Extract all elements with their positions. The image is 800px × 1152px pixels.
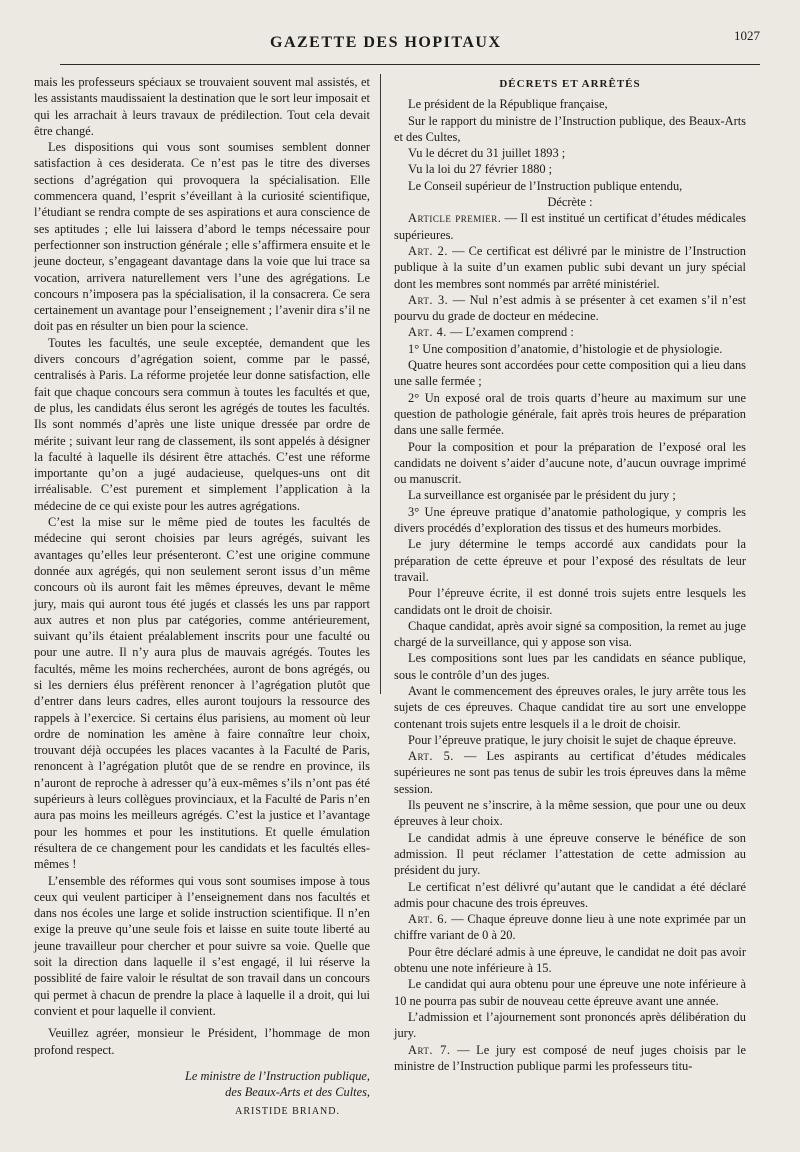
exam-paragraph: Quatre heures sont accordées pour cette composition qui a lieu dans une salle fermée ;: [394, 358, 746, 389]
article: [394, 324, 746, 340]
preamble-line: Le Conseil supérieur de l’Instruction publique entendu,: [408, 178, 683, 193]
exam-paragraph: 3° Une épreuve pratique d’anatomie pathologique, y compris les divers procédés d’exploration des tissus et des humeurs morbides.: [394, 504, 746, 536]
article: [394, 243, 746, 292]
article: [394, 210, 746, 243]
article-paragraph: Le certificat n’est délivré qu’autant que le candidat a été déclaré admis pour chacune des trois épreuves.: [394, 879, 746, 910]
article-text: — Ce certificat est délivré par le ministre de l’Instruction publique à la suite d’un examen public subi devant un jury spécial dont les membres sont nommés par arrêté ministériel.: [394, 243, 746, 291]
article: [394, 292, 746, 325]
right-column: [394, 74, 746, 1074]
article-text: — Le jury est composé de neuf juges choisis par le ministre de l’Instruction publique parmi les professeurs titu-: [394, 1042, 746, 1073]
page-number: 1027: [734, 28, 760, 43]
article-text: — Nul n’est admis à se présenter à cet examen s’il n’est pourvu du grade de docteur en médecine.: [394, 292, 746, 324]
body-paragraph: Toutes les facultés, une seule exceptée, demandent que les divers concours d’agrégation soient, comme par le passé, centralisés à Paris. La réforme projetée leur donne satisfaction, elle fait que chaque concours sera commun à toutes les facultés et que, de plus, les candidats élus seront les agrégés de toutes les facultés. Ils sont nommés d’après une liste unique dressée par ordre de mérite ; suivant leur rang de classement, ils sont appelés à désigner la faculté à laquelle ils désirent être attachés. C’est une réforme importante qu’on a jugé audacieuse, quelques-uns ont dit irréalisable. C’est purement et simplement l’application à la médecine de ce qui existe pour les autres agrégations.: [34, 335, 370, 513]
signature-line: des Beaux-Arts et des Cultes,: [225, 1085, 370, 1100]
article-text: — Chaque épreuve donne lieu à une note exprimée par un chiffre variant de 0 à 20.: [394, 912, 746, 943]
article-label: Art. 4.: [408, 325, 447, 340]
page-header: [60, 28, 760, 65]
body-paragraph: Les dispositions qui vous sont soumises semblent donner satisfaction à ces desiderata. Ce n’est pas le titre des diverses sections d’agrégation qui provoquera la spécialisation. Elle commencera quand, l’esprit s’éveillant à la curiosité scientifique, l’étudiant se rendra compte de ses aspirations et aura conscience de ses aptitudes ; elle lui laissera d’abord le temps nécessaire pour perfectionner son instruction générale ; elle s’affirmera ensuite et le jeune docteur, s’engageant davantage dans la voie que lui trace sa vocation, arrivera naturellement vers l’une des agrégations. Le concours n’imposera pas la spécialisation, il la consacrera. Ce sera certainement un avantage pour l’enseignement ; l’avenir dira s’il ne doit pas en résulter un bien pour la science.: [34, 140, 370, 334]
exam-paragraph: 2° Un exposé oral de trois quarts d’heure au maximum sur une question de pathologie générale, fait après trois heures de préparation dans une salle fermée.: [394, 390, 746, 438]
exam-paragraph: Le jury détermine le temps accordé aux candidats pour la préparation de cette épreuve et pour l’exposé des résultats de leur travail.: [394, 537, 746, 584]
article-label: Art. 6.: [408, 912, 448, 927]
article-paragraph: Le candidat admis à une épreuve conserve le bénéfice de son admission. Il peut réclamer l’attestation de cette admission au président du jury.: [394, 830, 746, 878]
article-text: — L’examen comprend :: [446, 325, 574, 340]
signature-line: Le ministre de l’Instruction publique,: [184, 1068, 370, 1083]
exam-paragraph: Chaque candidat, après avoir signé sa composition, la remet au juge chargé de la surveillance, qui y appose son visa.: [394, 618, 746, 650]
article-paragraph: Ils peuvent ne s’inscrire, à la même session, que pour une ou deux épreuves à leur choix.: [394, 798, 746, 829]
preamble-line: Vu la loi du 27 février 1880 ;: [408, 162, 553, 177]
body-paragraph: C’est la mise sur le même pied de toutes les facultés de médecine qui seront choisies par leurs agrégés, suivant les avantages qu’elles leur présenteront. C’est une origine commune donnée aux agrégés, qui non seulement seront issus d’un même concours où ils auront fait les mêmes épreuves, devant le même jury, mais qui auront tous été jugés et classés les uns par rapport aux autres et non plus par catégories, comme antérieurement, suivant qu’ils étaient préalablement inscrits pour une faculté ou pour une autre. Il n’y aura plus de mauvais agrégés. Toutes les facultés, même les moins recherchées, auront de bons agrégés, ou si les derniers élus préfèrent renoncer à l’agrégation plutôt que d’entrer dans leurs cadres, elles auront toujours la ressource des rappels à l’exercice. Si certains élus parisiens, au moment où leur ordre de nomination les amène à faire connaître leur choix, trouvant déjà occupées les places vacantes à la Faculté de Paris, renoncent à l’agrégation plutôt que de se rendre en province, ils n’auront de reproche à adresser qu’à eux-mêmes s’ils n’ont pas été supérieurs à leurs collègues provinciaux, et la Faculté de Paris n’en aura pas moins les meilleurs agrégés. C’est la justice et l’avantage pour les hommes et pour les institutions. Et quelle émulation résultera de ce changement pour les candidats et les facultés elles-mêmes !: [34, 515, 370, 872]
article-text: — Les aspirants au certificat d’études médicales supérieures ne sont pas tenus de subir les trois épreuves dans la même session.: [394, 749, 746, 796]
article-label: Art. 2.: [408, 243, 448, 258]
article-paragraph: L’admission et l’ajournement sont prononcés après délibération du jury.: [394, 1009, 746, 1041]
exam-paragraph: Les compositions sont lues par les candidats en séance publique, sous le contrôle d’un des juges.: [394, 651, 746, 682]
article-label: Art. 3.: [408, 292, 449, 307]
article-paragraph: Le candidat qui aura obtenu pour une épreuve une note inférieure à 10 ne pourra pas subir de nouveau cette épreuve avant une année.: [394, 977, 746, 1008]
preamble-line: Le président de la République française,: [408, 97, 608, 112]
article-label: Art. 7.: [408, 1042, 451, 1057]
exam-paragraph: 1° Une composition d’anatomie, d’histologie et de physiologie.: [408, 341, 723, 356]
body-paragraph: L’ensemble des réformes qui vous sont soumises impose à tous ceux qui veulent participer à l’enseignement dans nos facultés et dans nos écoles une large et solide instruction scientifique. Il n’en exige la preuve qu’une seule fois et laisse en suite toute liberté au jeune travailleur pour chercher et pour suivre sa voie. Quelle que soit la direction dans laquelle il s’est engagé, il lui réserve la possiblité de faire valoir le résultat de son travail dans un concours qui permet à chacun de prendre la place à laquelle il a droit, qui lui convient et pour laquelle il convient.: [34, 873, 370, 1018]
exam-paragraph: La surveillance est organisée par le président du jury ;: [408, 488, 676, 503]
article: [394, 1042, 746, 1075]
exam-paragraph: Pour l’épreuve écrite, il est donné trois sujets entre lesquels les candidats ont le droit de choisir.: [394, 586, 746, 617]
article-text: — Il est institué un certificat d’études médicales supérieures.: [394, 211, 746, 242]
column-divider: [380, 74, 381, 694]
preamble-line: Vu le décret du 31 juillet 1893 ;: [408, 146, 566, 161]
section-title: DÉCRETS ET ARRÊTÉS: [499, 78, 641, 90]
signature-name: ARISTIDE BRIAND.: [235, 1106, 340, 1118]
exam-paragraph: Pour l’épreuve pratique, le jury choisit le sujet de chaque épreuve.: [408, 732, 737, 747]
article-label: Article premier.: [408, 211, 502, 226]
article-label: Art. 5.: [408, 749, 454, 764]
closing-formula: Veuillez agréer, monsieur le Président, l’hommage de mon profond respect.: [34, 1026, 370, 1057]
article: [394, 911, 746, 944]
article-paragraph: Pour être déclaré admis à une épreuve, le candidat ne doit pas avoir obtenu une note inférieure à 15.: [394, 944, 746, 976]
journal-title: GAZETTE DES HOPITAUX: [270, 34, 502, 51]
exam-paragraph: Avant le commencement des épreuves orales, le jury arrête tous les sujets de ces épreuves. Chaque candidat tire au sort une enveloppe contenant trois sujets entre lesquels il a le droit de choisir.: [394, 683, 746, 731]
exam-paragraph: Pour la composition et pour la préparation de l’exposé oral les candidats ne doivent s’aider d’aucune note, d’aucun ouvrage imprimé ou manuscrit.: [394, 439, 746, 487]
left-column: [34, 74, 370, 1121]
decree-word: Décrète :: [547, 195, 593, 210]
preamble-line: Sur le rapport du ministre de l’Instruction publique, des Beaux-Arts et des Cultes,: [394, 113, 746, 144]
article: [394, 748, 746, 797]
signature-title: [34, 1068, 370, 1101]
body-paragraph: mais les professeurs spéciaux se trouvaient souvent mal assistés, et les assistants maudissaient la destination que le sort leur imposait et qui les arrachait à leurs travaux de prédilection. Tout cela devait être changé.: [34, 75, 370, 138]
